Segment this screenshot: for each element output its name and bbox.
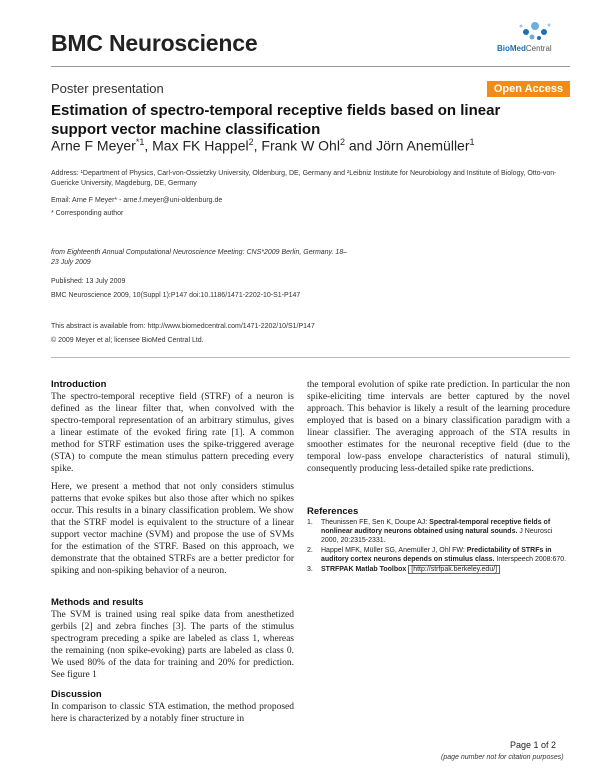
reference-source: Interspeech 2008:670.	[494, 556, 567, 563]
author-affiliation: 2	[248, 137, 254, 147]
discussion-paragraph: In comparison to classic STA estimation, the method proposed here is characterized by a notably finer structure in	[51, 702, 294, 724]
conference-info: from Eighteenth Annual Computational Neuroscience Meeting: CNS*2009 Berlin, Germany. 18–23 July 2009	[51, 249, 348, 266]
reference-authors: Happel MFK, Müller SG, Anemüller J, Ohl FW:	[321, 547, 467, 554]
author-separator: and	[344, 137, 377, 154]
citation-line: BMC Neuroscience 2009, 10(Suppl 1):P147 doi:10.1186/1471-2202-10-S1-P147	[51, 292, 301, 299]
introduction-heading: Introduction	[51, 379, 107, 390]
discussion-heading: Discussion	[51, 689, 102, 700]
reference-item	[307, 518, 570, 545]
introduction-paragraph-2: Here, we present a method that not only considers stimulus patterns that evoke spikes but also those after which no spikes occur. This results in a binary classification problem. We show that the STRF model is equivalent to the structure of a linear support vector machine (SVM) and propose the use of SVMs for the estimation of the STRF. Based on this approach, we demonstrate that the obtained STRFs are a better predictor for spiking and non-spiking behavior of a neuron.	[51, 482, 294, 576]
biomed-central-logo-icon	[515, 20, 555, 42]
reference-number: 3.	[307, 566, 313, 573]
reference-number: 1.	[307, 519, 313, 526]
body-divider	[51, 357, 570, 358]
author-separator: ,	[253, 137, 262, 154]
author-name: Jörn Anemüller	[376, 137, 470, 154]
author-list	[51, 137, 475, 154]
copyright-line: © 2009 Meyer et al; licensee BioMed Central Ltd.	[51, 337, 204, 344]
page-number: Page 1 of 2	[510, 740, 557, 750]
reference-title: Predictability of STRFs in auditory cortex neurons depends on stimulus class.	[321, 547, 552, 563]
author-name: Arne F Meyer	[51, 137, 136, 154]
discussion-continued-paragraph: the temporal evolution of spike rate prediction. In particular the non spike-eliciting time intervals are better captured by the novel approach. This behavior is likely a result of the learning procedure employed that is based on a binary classification paradigm with a linear classifier. The averaging approach of the STA results in smoother estimates for the neuronal receptive field (due to the temporal low-pass envelope characteristics of natural stimuli), consequently producing less-detailed spike rate predictions.	[307, 380, 570, 474]
page-number-note: (page number not for citation purposes)	[441, 754, 564, 761]
availability-link[interactable]: This abstract is available from: http://www.biomedcentral.com/1471-2202/10/S1/P147	[51, 323, 315, 330]
reference-authors: Theunissen FE, Sen K, Doupe AJ:	[321, 519, 430, 526]
author-email[interactable]: Email: Arne F Meyer* - arne.f.meyer@uni-oldenburg.de	[51, 197, 223, 204]
reference-link[interactable]: [http://strfpak.berkeley.edu/]	[408, 565, 500, 574]
affiliation-address: Address: ¹Department of Physics, Carl-von-Ossietzky University, Oldenburg, DE, Germany and ²Leibniz Institute for Neurobiology and Institute of Biology, Otto-von-Guericke University, Magdeburg, DE, Germany	[51, 170, 557, 187]
author-name: Frank W Ohl	[261, 137, 340, 154]
reference-item	[307, 546, 570, 564]
article-title: Estimation of spectro-temporal receptive fields based on linear support vector machine classification	[51, 102, 501, 138]
publisher-bio: BioMed	[497, 44, 526, 53]
introduction-paragraph: The spectro-temporal receptive field (STRF) of a neuron is defined as the linear filter that, when convolved with the spectro-temporal representation of an arbitrary stimulus, gives a linear estimate of the evoked firing rate [1]. A common method for STRF estimation uses the spike-triggered average (STA) to compute the mean stimulus pattern preceding every spike.	[51, 392, 294, 474]
methods-heading: Methods and results	[51, 597, 144, 608]
header-divider	[51, 66, 570, 67]
publisher-central: Central	[525, 44, 552, 53]
reference-title: Spectral-temporal receptive fields of nonlinear auditory neurons obtained using natural sounds.	[321, 519, 551, 535]
reference-item	[307, 565, 570, 574]
publisher-name	[497, 44, 552, 53]
corresponding-author-note: * Corresponding author	[51, 210, 124, 217]
author-affiliation: 1	[469, 137, 475, 147]
reference-number: 2.	[307, 547, 313, 554]
references-heading: References	[307, 506, 359, 517]
open-access-badge: Open Access	[487, 81, 570, 97]
reference-title: STRFPAK Matlab Toolbox	[321, 566, 407, 573]
author-name: Max FK Happel	[152, 137, 249, 154]
author-separator: ,	[144, 137, 153, 154]
reference-source: J Neurosci 2000, 20:2315-2331.	[321, 528, 553, 544]
author-affiliation: *1	[135, 137, 145, 147]
journal-title: BMC Neuroscience	[51, 30, 258, 56]
author-affiliation: 2	[339, 137, 345, 147]
methods-paragraph: The SVM is trained using real spike data from anesthetized gerbils [2] and zebra finches [3]. The parts of the stimulus spectrogram preceding a spike are labeled as class 1, whereas the remaining (non spike-evoking) parts are labeled as class 0. We used 80% of the data for training and 20% for prediction. See figure 1	[51, 610, 294, 680]
published-date: Published: 13 July 2009	[51, 278, 126, 285]
section-type: Poster presentation	[51, 81, 164, 96]
references-list	[307, 518, 570, 575]
